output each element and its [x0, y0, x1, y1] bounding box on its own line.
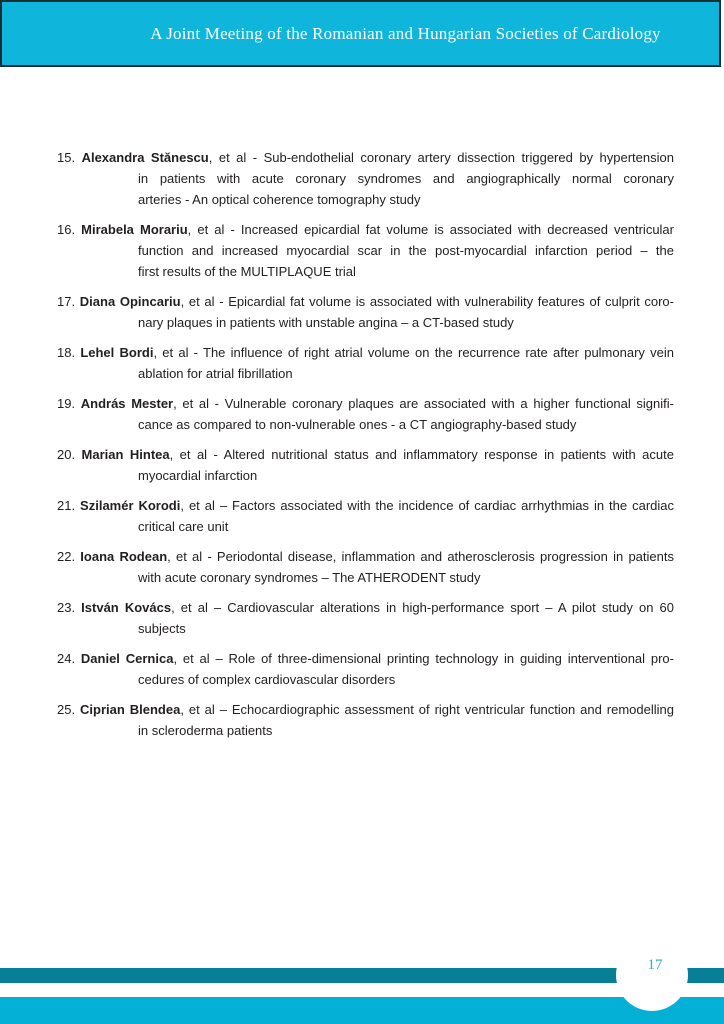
item-title-text: , et al - Increased epicardial fat volume is associated with decreased ventricular: [187, 222, 674, 237]
list-item: [57, 597, 674, 639]
list-item: [57, 648, 674, 690]
author-name: Alexandra Stănescu: [81, 150, 209, 165]
author-name: Lehel Bordi: [80, 345, 154, 360]
author-name: Daniel Cernica: [80, 651, 174, 666]
item-first-line: [57, 147, 674, 168]
item-number: 15.: [57, 150, 76, 165]
item-continuation-line: in scleroderma patients: [138, 723, 273, 738]
item-first-line: [57, 342, 674, 363]
list-item: [57, 444, 674, 486]
item-continuation-line: arteries - An optical coherence tomography study: [138, 192, 421, 207]
item-title-text: , et al - Sub-endothelial coronary artery dissection triggered by hypertension: [208, 150, 674, 165]
author-name: Diana Opincariu: [79, 294, 181, 309]
page-number-circle: [616, 939, 688, 1011]
list-item: [57, 291, 674, 333]
list-item: [57, 546, 674, 588]
list-item: [57, 147, 674, 210]
author-name: Ciprian Blendea: [80, 702, 181, 717]
item-first-line: [57, 597, 674, 618]
item-number: 18.: [57, 345, 76, 360]
item-title-text: , et al - The influence of right atrial volume on the recurrence rate after pulmonary vein: [153, 345, 674, 360]
item-number: 23.: [57, 600, 76, 615]
item-continuation-line: subjects: [138, 621, 186, 636]
item-continuation-line: critical care unit: [138, 519, 229, 534]
list-item: [57, 393, 674, 435]
item-number: 17.: [57, 294, 76, 309]
item-first-line: [57, 393, 674, 414]
item-continuation-line: function and increased myocardial scar in the post-myocardial infarction period – the: [138, 243, 674, 258]
item-continuation-line: cedures of complex cardiovascular disorders: [138, 672, 396, 687]
author-name: Mirabela Morariu: [81, 222, 188, 237]
item-first-line: [57, 648, 674, 669]
author-name: Ioana Rodean: [80, 549, 168, 564]
page-number: 17: [647, 957, 663, 973]
item-continuation-line: myocardial infarction: [138, 468, 258, 483]
item-number: 24.: [57, 651, 76, 666]
item-number: 22.: [57, 549, 76, 564]
list-item: [57, 342, 674, 384]
item-first-line: [57, 444, 674, 465]
header-banner: [0, 0, 721, 67]
item-first-line: [57, 219, 674, 240]
item-number: 21.: [57, 498, 76, 513]
item-continuation-line: first results of the MULTIPLAQUE trial: [138, 264, 356, 279]
item-number: 16.: [57, 222, 76, 237]
author-name: István Kovács: [81, 600, 172, 615]
item-first-line: [57, 546, 674, 567]
list-item: [57, 219, 674, 282]
item-number: 25.: [57, 702, 76, 717]
item-title-text: , et al - Epicardial fat volume is associated with vulnerability features of culprit coro-: [180, 294, 674, 309]
item-continuation-line: nary plaques in patients with unstable angina – a CT-based study: [138, 315, 514, 330]
author-name: Marian Hintea: [81, 447, 170, 462]
item-number: 20.: [57, 447, 76, 462]
item-continuation-line: with acute coronary syndromes – The ATHERODENT study: [138, 570, 481, 585]
item-continuation-line: ablation for atrial fibrillation: [138, 366, 293, 381]
abstract-list: [57, 147, 674, 750]
footer-cyan-bar: [0, 997, 724, 1024]
item-title-text: , et al - Vulnerable coronary plaques are associated with a higher functional signifi-: [173, 396, 674, 411]
item-title-text: , et al – Echocardiographic assessment of right ventricular function and remodelling: [180, 702, 675, 717]
list-item: [57, 495, 674, 537]
author-name: András Mester: [80, 396, 174, 411]
item-first-line: [57, 699, 674, 720]
author-name: Szilamér Korodi: [80, 498, 181, 513]
page-title: A Joint Meeting of the Romanian and Hungarian Societies of Cardiology: [150, 23, 661, 43]
item-title-text: , et al - Altered nutritional status and inflammatory response in patients with acute: [169, 447, 674, 462]
item-title-text: , et al - Periodontal disease, inflammation and atherosclerosis progression in patients: [167, 549, 674, 564]
item-number: 19.: [57, 396, 76, 411]
item-first-line: [57, 291, 674, 312]
item-title-text: , et al – Factors associated with the incidence of cardiac arrhythmias in the cardiac: [180, 498, 674, 513]
list-item: [57, 699, 674, 741]
item-title-text: , et al – Role of three-dimensional printing technology in guiding interventional pro-: [173, 651, 674, 666]
item-title-text: , et al – Cardiovascular alterations in high-performance sport – A pilot study on 60: [171, 600, 674, 615]
item-continuation-line: in patients with acute coronary syndromes and angiographically normal coronary: [138, 171, 674, 186]
item-continuation-line: cance as compared to non-vulnerable ones - a CT angiography-based study: [138, 417, 577, 432]
item-first-line: [57, 495, 674, 516]
